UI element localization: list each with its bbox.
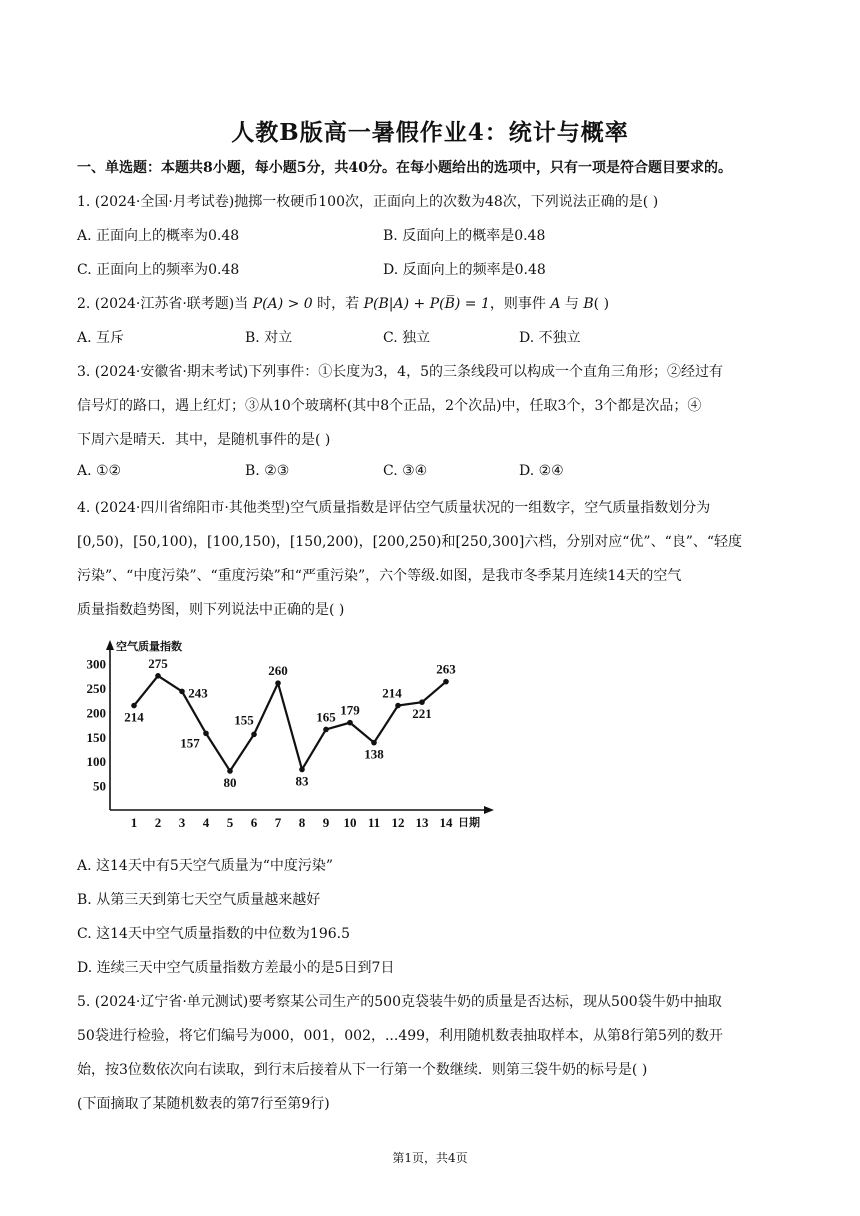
q2-option-a: A. 互斥 (77, 330, 125, 346)
q3-stem-line2: 信号灯的路口，遇上红灯；③从10个玻璃杯(其中8个正品，2个次品)中，任取3个，3个都是次品；④ (77, 398, 702, 414)
page-footer: 第1页，共4页 (392, 1151, 468, 1165)
x-tick-label: 13 (415, 815, 429, 830)
data-label: 83 (295, 773, 309, 789)
x-tick-label: 5 (226, 815, 234, 830)
data-label: 214 (382, 685, 402, 701)
x-tick-label: 8 (298, 815, 306, 830)
q2-var-b: B (583, 296, 594, 312)
y-tick-label: 300 (86, 656, 106, 672)
data-label: 243 (188, 685, 208, 701)
x-tick-label: 7 (274, 815, 282, 830)
x-tick-label: 11 (367, 815, 381, 830)
x-tick-label: 12 (391, 815, 405, 830)
x-tick-label: 9 (322, 815, 330, 830)
q3-stem-line1: 3. (2024·安徽省·期末考试)下列事件：①长度为3，4，5的三条线段可以构成一个直角三角形；②经过有 (77, 364, 723, 380)
x-axis-label: 日期 (458, 817, 480, 829)
data-point (323, 727, 329, 733)
q2-option-b: B. 对立 (245, 330, 293, 346)
q2-stem-part: 2. (2024·江苏省·联考题)当 (77, 296, 249, 312)
x-tick-label: 6 (250, 815, 258, 830)
q5-stem-line3: 始，按3位数依次向右读取，到行末后接着从下一行第一个数继续．则第三袋牛奶的标号是( ) (77, 1062, 648, 1078)
q5-stem-line1: 5. (2024·辽宁省·单元测试)要考察某公司生产的500克袋装牛奶的质量是否达标，现从500袋牛奶中抽取 (77, 994, 722, 1010)
q4-option-b: B. 从第三天到第七天空气质量越来越好 (77, 892, 321, 908)
q4-stem-line4: 质量指数趋势图，则下列说法中正确的是( ) (77, 602, 345, 618)
x-tick-label: 14 (439, 815, 453, 830)
data-point (371, 740, 377, 746)
data-point (227, 768, 233, 774)
x-tick-label: 1 (130, 815, 138, 830)
q2-stem (77, 293, 609, 313)
x-tick-label: 10 (343, 815, 357, 830)
y-axis-label: 空气质量指数 (116, 641, 182, 653)
data-point (275, 680, 281, 686)
data-point (299, 767, 305, 773)
data-label: 275 (148, 655, 168, 671)
q1-option-c: C. 正面向上的频率为0.48 (77, 262, 240, 278)
q2-var-a: A (550, 296, 561, 312)
q5-stem-line2: 50袋进行检验，将它们编号为000，001，002，...499，利用随机数表抽取样本，从第8行第5列的数开 (77, 1028, 723, 1044)
data-label: 214 (124, 709, 144, 725)
q2-stem-part: 时，若 (317, 296, 360, 312)
q4-option-d: D. 连续三天中空气质量指数方差最小的是5日到7日 (77, 960, 395, 976)
q1-option-a: A. 正面向上的概率为0.48 (77, 228, 240, 244)
y-tick-label: 200 (86, 705, 106, 721)
data-point (419, 699, 425, 705)
data-label: 165 (316, 709, 336, 725)
q2-option-d: D. 不独立 (519, 330, 581, 346)
data-label: 138 (364, 746, 384, 762)
data-label: 157 (180, 735, 200, 751)
x-axis-arrow (484, 806, 494, 814)
q3-option-d: D. ②④ (519, 463, 564, 479)
x-tick-label: 2 (154, 815, 162, 830)
data-label: 263 (436, 661, 456, 677)
data-point (395, 703, 401, 709)
page-title: 人教B版高一暑假作业4：统计与概率 (231, 119, 629, 146)
data-point (347, 720, 353, 726)
q2-stem-part: ，则事件 (489, 296, 546, 312)
data-label: 221 (412, 706, 432, 722)
q1-option-b: B. 反面向上的概率是0.48 (383, 228, 546, 244)
q4-stem-line3: 污染”、“中度污染”、“重度污染”和“严重污染”，六个等级.如图，是我市冬季某月连续14天的空气 (77, 568, 682, 584)
q3-stem-line3: 下周六是晴天．其中，是随机事件的是( ) (77, 432, 331, 448)
q4-option-a: A. 这14天中有5天空气质量为“中度污染” (77, 858, 334, 874)
data-label: 179 (340, 702, 360, 718)
data-point (203, 731, 209, 737)
data-label: 80 (223, 774, 237, 790)
y-tick-label: 150 (86, 729, 106, 745)
q2-math-equation: P(B|A) + P(B̅) = 1 (363, 296, 490, 312)
q1-stem: 1. (2024·全国·月考试卷)抛掷一枚硬币100次，正面向上的次数为48次，下列说法正确的是( ) (77, 194, 659, 210)
q2-math-condition: P(A) > 0 (252, 296, 313, 312)
section-header: 一、单选题：本题共8小题，每小题5分，共40分。在每小题给出的选项中，只有一项是符合题目要求的。 (77, 160, 732, 176)
q5-stem-line4: (下面摘取了某随机数表的第7行至第9行) (77, 1096, 330, 1112)
data-point (131, 703, 137, 709)
data-point (179, 689, 185, 695)
q2-option-c: C. 独立 (383, 330, 431, 346)
q1-option-d: D. 反面向上的频率是0.48 (383, 262, 546, 278)
data-point (155, 673, 161, 679)
q2-stem-part: ( ) (593, 296, 610, 312)
data-point (251, 732, 257, 738)
y-tick-label: 100 (86, 754, 106, 770)
data-label: 260 (268, 663, 288, 679)
q3-option-b: B. ②③ (245, 463, 290, 479)
q3-option-a: A. ①② (77, 463, 122, 479)
q3-option-c: C. ③④ (383, 463, 428, 479)
y-tick-label: 250 (86, 681, 106, 696)
x-tick-label: 3 (178, 815, 186, 830)
data-label: 155 (234, 712, 254, 728)
y-axis-arrow (106, 640, 114, 650)
q4-stem-line2: [0,50)，[50,100)，[100,150)，[150,200)，[200,250)和[250,300]六档，分别对应“优”、“良”、“轻度 (77, 534, 743, 550)
x-tick-label: 4 (202, 815, 210, 830)
q2-stem-part: 与 (564, 296, 579, 312)
y-tick-label: 50 (93, 778, 106, 794)
q4-stem-line1: 4. (2024·四川省绵阳市·其他类型)空气质量指数是评估空气质量状况的一组数字，空气质量指数划分为 (77, 500, 711, 516)
air-quality-chart (80, 634, 500, 844)
data-point (443, 679, 449, 685)
q4-option-c: C. 这14天中空气质量指数的中位数为196.5 (77, 926, 351, 942)
